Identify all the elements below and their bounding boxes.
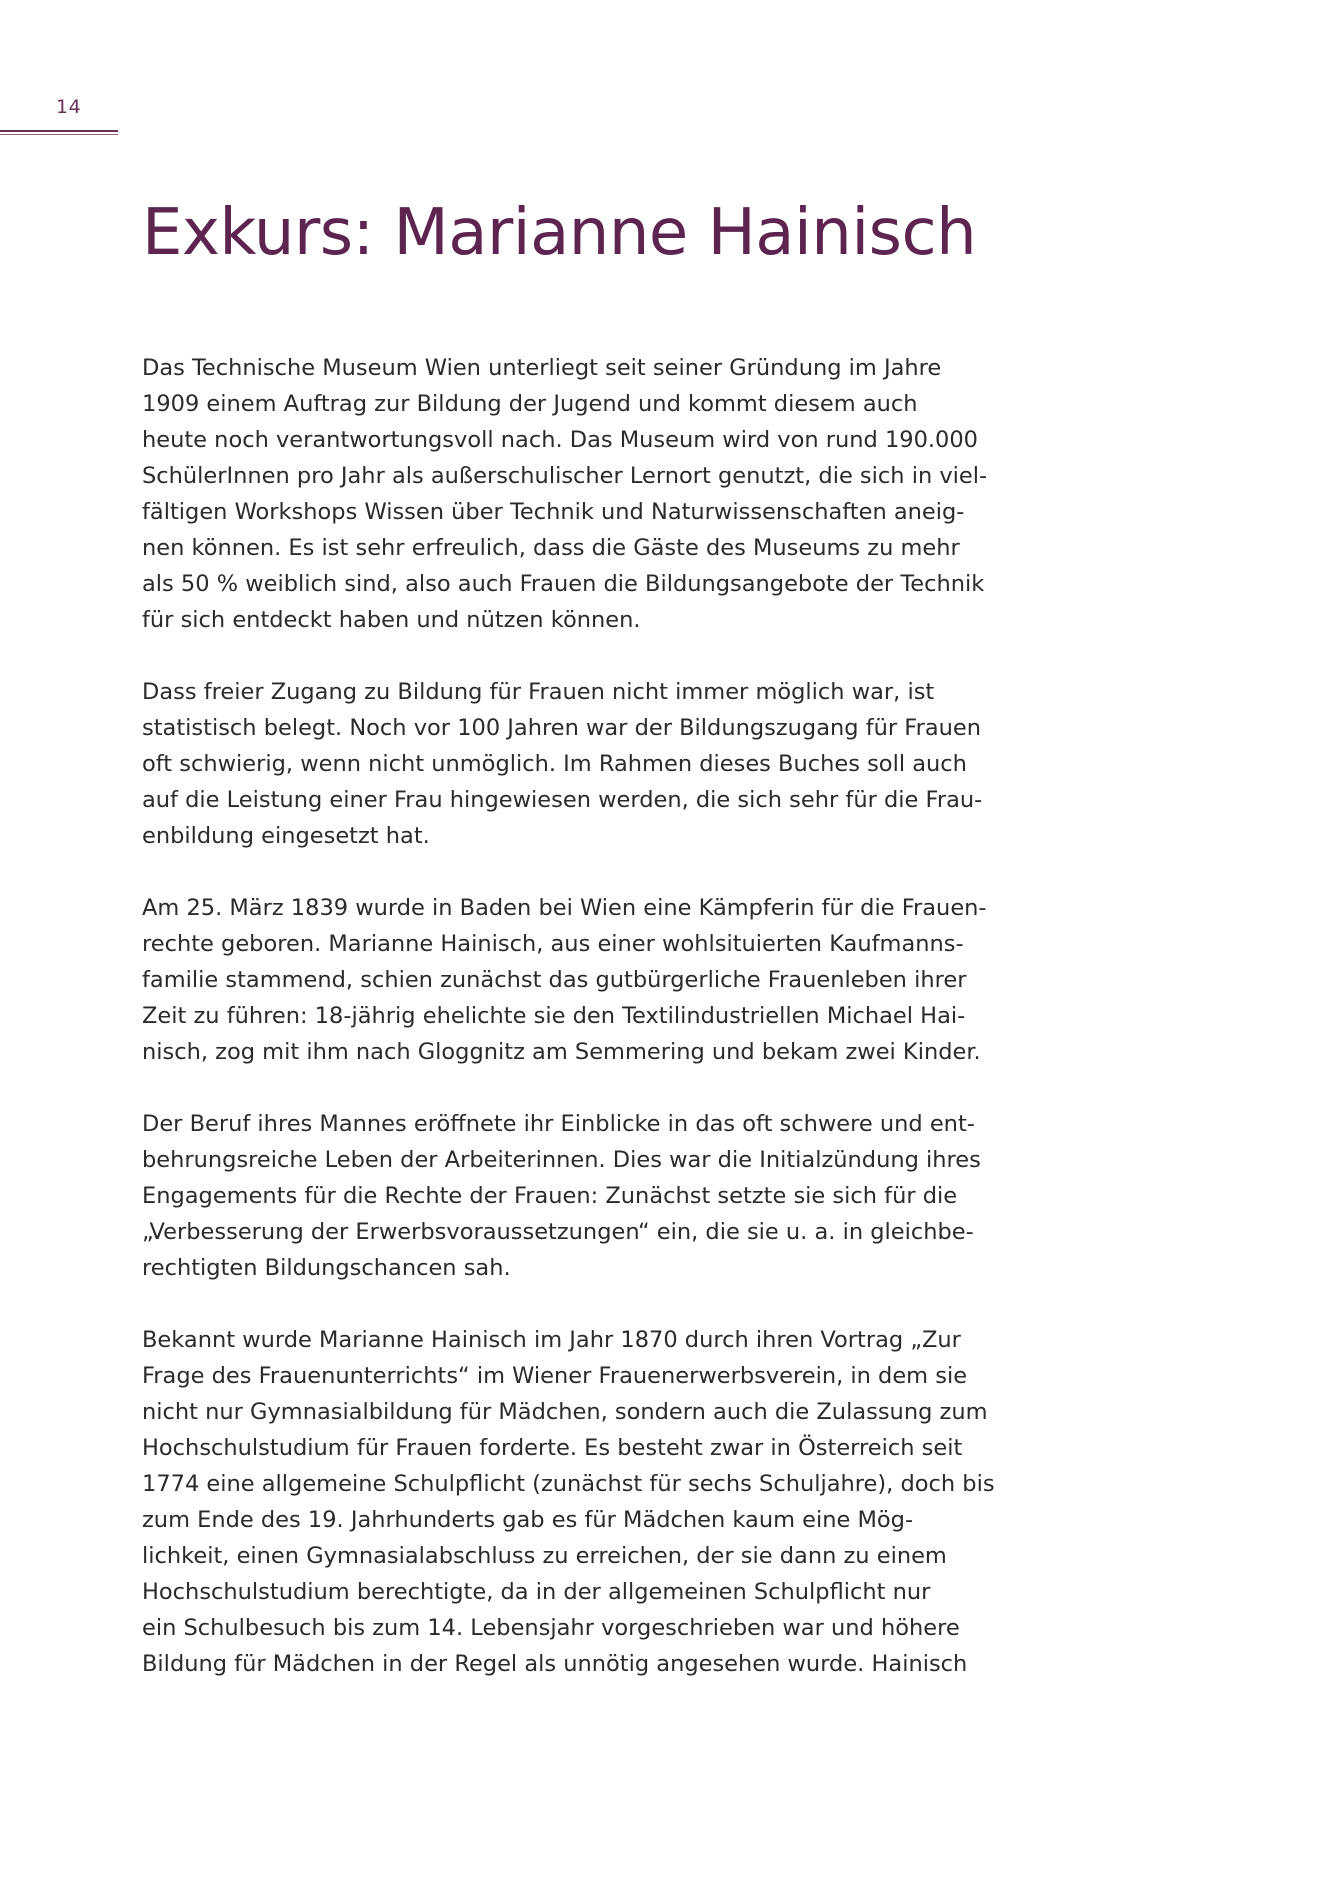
- text-line: Bekannt wurde Marianne Hainisch im Jahr 1870 durch ihren Vortrag „Zur: [142, 1327, 961, 1353]
- text-line: Zeit zu führen: 18-jährig ehelichte sie den Textilindustriellen Michael Hai-: [142, 1003, 966, 1029]
- text-line: rechtigten Bildungschancen sah.: [142, 1255, 511, 1281]
- paragraph-5: [142, 1322, 1042, 1682]
- text-line: für sich entdeckt haben und nützen können.: [142, 607, 641, 633]
- text-line: nisch, zog mit ihm nach Gloggnitz am Semmering und bekam zwei Kinder.: [142, 1039, 981, 1065]
- text-line: nicht nur Gymnasialbildung für Mädchen, sondern auch die Zulassung zum: [142, 1399, 988, 1425]
- text-line: Das Technische Museum Wien unterliegt seit seiner Gründung im Jahre: [142, 355, 942, 381]
- text-line: Dass freier Zugang zu Bildung für Frauen nicht immer möglich war, ist: [142, 679, 935, 705]
- text-line: rechte geboren. Marianne Hainisch, aus einer wohlsituierten Kaufmanns-: [142, 931, 964, 957]
- text-line: 1909 einem Auftrag zur Bildung der Jugend und kommt diesem auch: [142, 391, 918, 417]
- text-line: fältigen Workshops Wissen über Technik und Naturwissenschaften aneig-: [142, 499, 965, 525]
- body-text: [142, 350, 1042, 1718]
- text-line: als 50 % weiblich sind, also auch Frauen die Bildungsangebote der Technik: [142, 571, 985, 597]
- text-line: auf die Leistung einer Frau hingewiesen werden, die sich sehr für die Frau-: [142, 787, 983, 813]
- text-line: zum Ende des 19. Jahrhunderts gab es für Mädchen kaum eine Mög-: [142, 1507, 914, 1533]
- page-number: 14: [56, 96, 82, 118]
- text-line: Der Beruf ihres Mannes eröffnete ihr Einblicke in das oft schwere und ent-: [142, 1111, 975, 1137]
- text-line: Am 25. März 1839 wurde in Baden bei Wien eine Kämpferin für die Frauen-: [142, 895, 987, 921]
- header-rule-thin: [0, 134, 118, 135]
- paragraph-2: [142, 674, 1042, 854]
- paragraph-4: [142, 1106, 1042, 1286]
- text-line: SchülerInnen pro Jahr als außerschulischer Lernort genutzt, die sich in viel-: [142, 463, 988, 489]
- text-line: familie stammend, schien zunächst das gutbürgerliche Frauenleben ihrer: [142, 967, 967, 993]
- text-line: 1774 eine allgemeine Schulpflicht (zunächst für sechs Schuljahre), doch bis: [142, 1471, 995, 1497]
- text-line: oft schwierig, wenn nicht unmöglich. Im Rahmen dieses Buches soll auch: [142, 751, 967, 777]
- text-line: „Verbesserung der Erwerbsvoraussetzungen“ ein, die sie u. a. in gleichbe-: [142, 1219, 974, 1245]
- header-rule: [0, 130, 118, 132]
- text-line: Bildung für Mädchen in der Regel als unnötig angesehen wurde. Hainisch: [142, 1651, 968, 1677]
- text-line: statistisch belegt. Noch vor 100 Jahren war der Bildungszugang für Frauen: [142, 715, 981, 741]
- text-line: Hochschulstudium für Frauen forderte. Es besteht zwar in Österreich seit: [142, 1435, 963, 1461]
- text-line: lichkeit, einen Gymnasialabschluss zu erreichen, der sie dann zu einem: [142, 1543, 947, 1569]
- text-line: heute noch verantwortungsvoll nach. Das Museum wird von rund 190.000: [142, 427, 978, 453]
- paragraph-1: [142, 350, 1042, 638]
- text-line: ein Schulbesuch bis zum 14. Lebensjahr vorgeschrieben war und höhere: [142, 1615, 960, 1641]
- paragraph-3: [142, 890, 1042, 1070]
- text-line: enbildung eingesetzt hat.: [142, 823, 430, 849]
- text-line: behrungsreiche Leben der Arbeiterinnen. Dies war die Initialzündung ihres: [142, 1147, 981, 1173]
- text-line: Engagements für die Rechte der Frauen: Zunächst setzte sie sich für die: [142, 1183, 958, 1209]
- page-title: Exkurs: Marianne Hainisch: [142, 196, 977, 270]
- text-line: Frage des Frauenunterrichts“ im Wiener Frauenerwerbsverein, in dem sie: [142, 1363, 968, 1389]
- text-line: nen können. Es ist sehr erfreulich, dass die Gäste des Museums zu mehr: [142, 535, 960, 561]
- text-line: Hochschulstudium berechtigte, da in der allgemeinen Schulpflicht nur: [142, 1579, 931, 1605]
